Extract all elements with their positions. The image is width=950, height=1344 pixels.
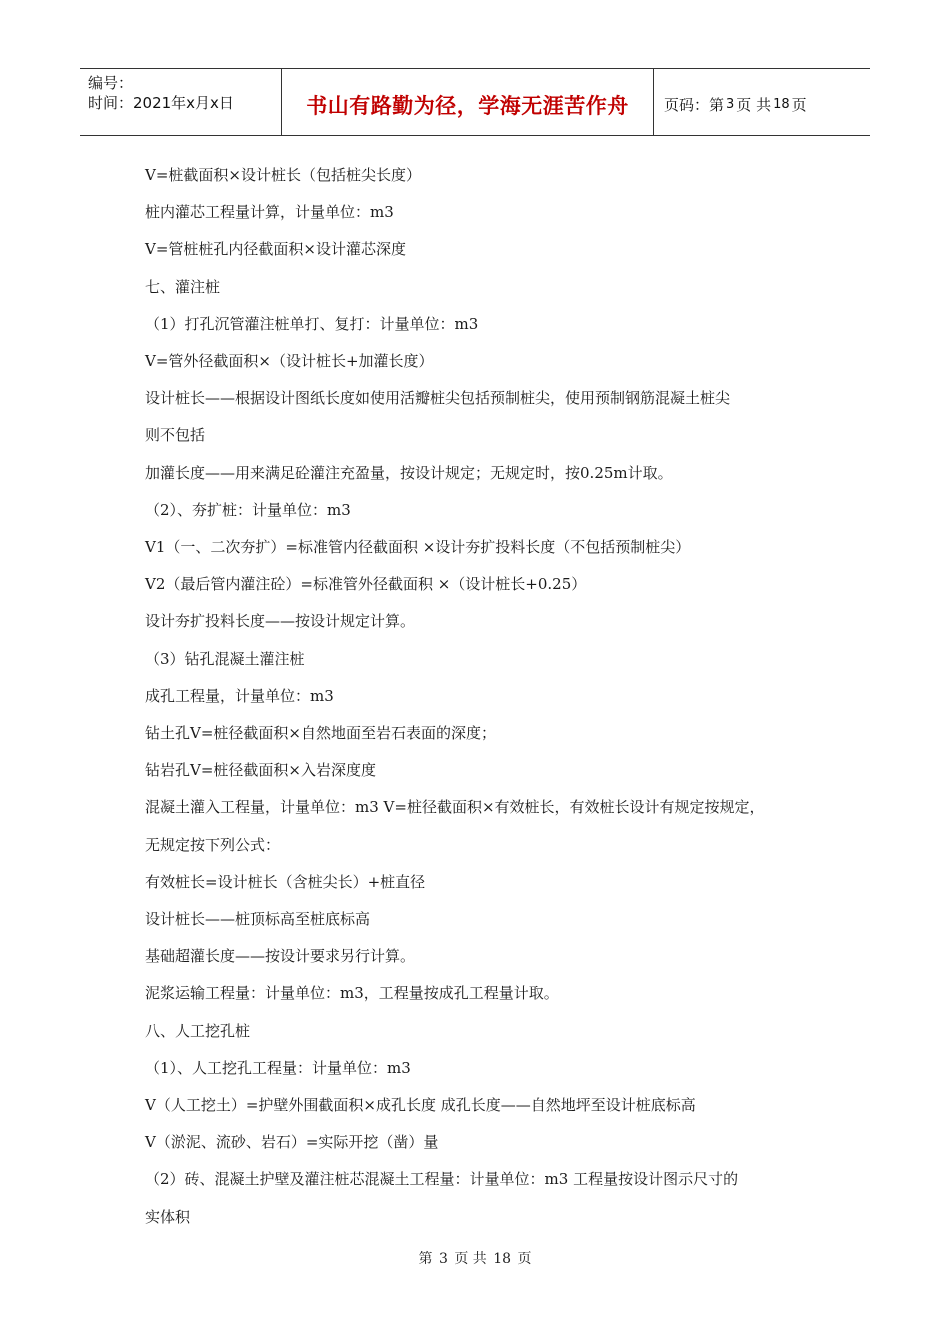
section-heading: 七、灌注桩 [145,277,221,296]
body-line: 设计桩长——根据设计图纸长度如使用活瓣桩尖包括预制桩尖，使用预制钢筋混凝土桩尖 [145,389,731,408]
footer-mid: 页 共 [454,1251,487,1267]
body-line: 设计夯扩投料长度——按设计规定计算。 [145,612,416,631]
page-header [80,68,870,136]
body-line: V（人工挖土）=护壁外围截面积×成孔长度 成孔长度——自然地坪至设计桩底标高 [145,1096,696,1115]
body-line: 无规定按下列公式： [145,835,281,854]
body-line: 加灌长度——用来满足砼灌注充盈量，按设计规定；无规定时，按0.25m计取。 [145,463,673,482]
body-line: V=管外径截面积×（设计桩长+加灌长度） [145,352,434,371]
body-line: 设计桩长——桩顶标高至桩底标高 [145,910,371,929]
body-line: 钻土孔V=桩径截面积×自然地面至岩石表面的深度； [145,724,496,743]
body-line: （2）、夯扩桩：计量单位：m3 [145,500,351,519]
section-heading: 八、人工挖孔桩 [145,1021,251,1040]
footer-suffix: 页 [517,1251,532,1267]
body-line: 实体积 [145,1207,191,1226]
footer-prefix: 第 [418,1251,433,1267]
body-line: 桩内灌芯工程量计算，计量单位：m3 [145,203,394,222]
body-line: V2（最后管内灌注砼）=标准管外径截面积 ×（设计桩长+0.25） [145,575,587,594]
body-line: （2）砖、混凝土护壁及灌注桩芯混凝土工程量：计量单位：m3 工程量按设计图示尺寸的 [145,1170,739,1189]
header-page-info [654,69,870,135]
body-line: （1）、人工挖孔工程量：计量单位：m3 [145,1058,411,1077]
footer-page-total: 18 [493,1251,512,1267]
header-page-suffix: 页 [791,95,807,114]
body-line: （3）钻孔混凝土灌注桩 [145,649,305,668]
body-line: V（淤泥、流砂、岩石）=实际开挖（凿）量 [145,1133,439,1152]
body-line: 则不包括 [145,426,206,445]
document-body [145,157,835,1236]
document-number-label: 编号： [88,74,134,92]
body-line: 成孔工程量，计量单位：m3 [145,686,334,705]
header-page-current: 3 [726,96,735,112]
body-line: 基础超灌长度——按设计要求另行计算。 [145,947,416,966]
body-line: （1）打孔沉管灌注桩单打、复打：计量单位：m3 [145,314,479,333]
header-motto: 书山有路勤为径，学海无涯苦作舟 [282,69,654,135]
body-line: 钻岩孔V=桩径截面积×入岩深度度 [145,761,376,780]
footer-page-current: 3 [438,1251,448,1267]
header-meta [80,69,282,135]
header-page-mid: 页 共 [736,95,772,114]
body-line: V=桩截面积×设计桩长（包括桩尖长度） [145,166,421,184]
body-line: V=管桩桩孔内径截面积×设计灌芯深度 [145,240,406,259]
header-page-prefix: 页码：第 [664,95,725,114]
page-footer [0,1248,950,1268]
body-line: V1（一、二次夯扩）=标准管内径截面积 ×设计夯扩投料长度（不包括预制桩尖） [145,538,691,557]
body-line: 泥浆运输工程量：计量单位：m3，工程量按成孔工程量计取。 [145,984,559,1003]
body-line: 混凝土灌入工程量，计量单位：m3 V=桩径截面积×有效桩长，有效桩长设计有规定按规定， [145,798,765,817]
body-line: 有效桩长=设计桩长（含桩尖长）+桩直径 [145,872,426,891]
document-time-label: 时间：2021年x月x日 [88,94,234,112]
header-page-total: 18 [773,96,790,112]
